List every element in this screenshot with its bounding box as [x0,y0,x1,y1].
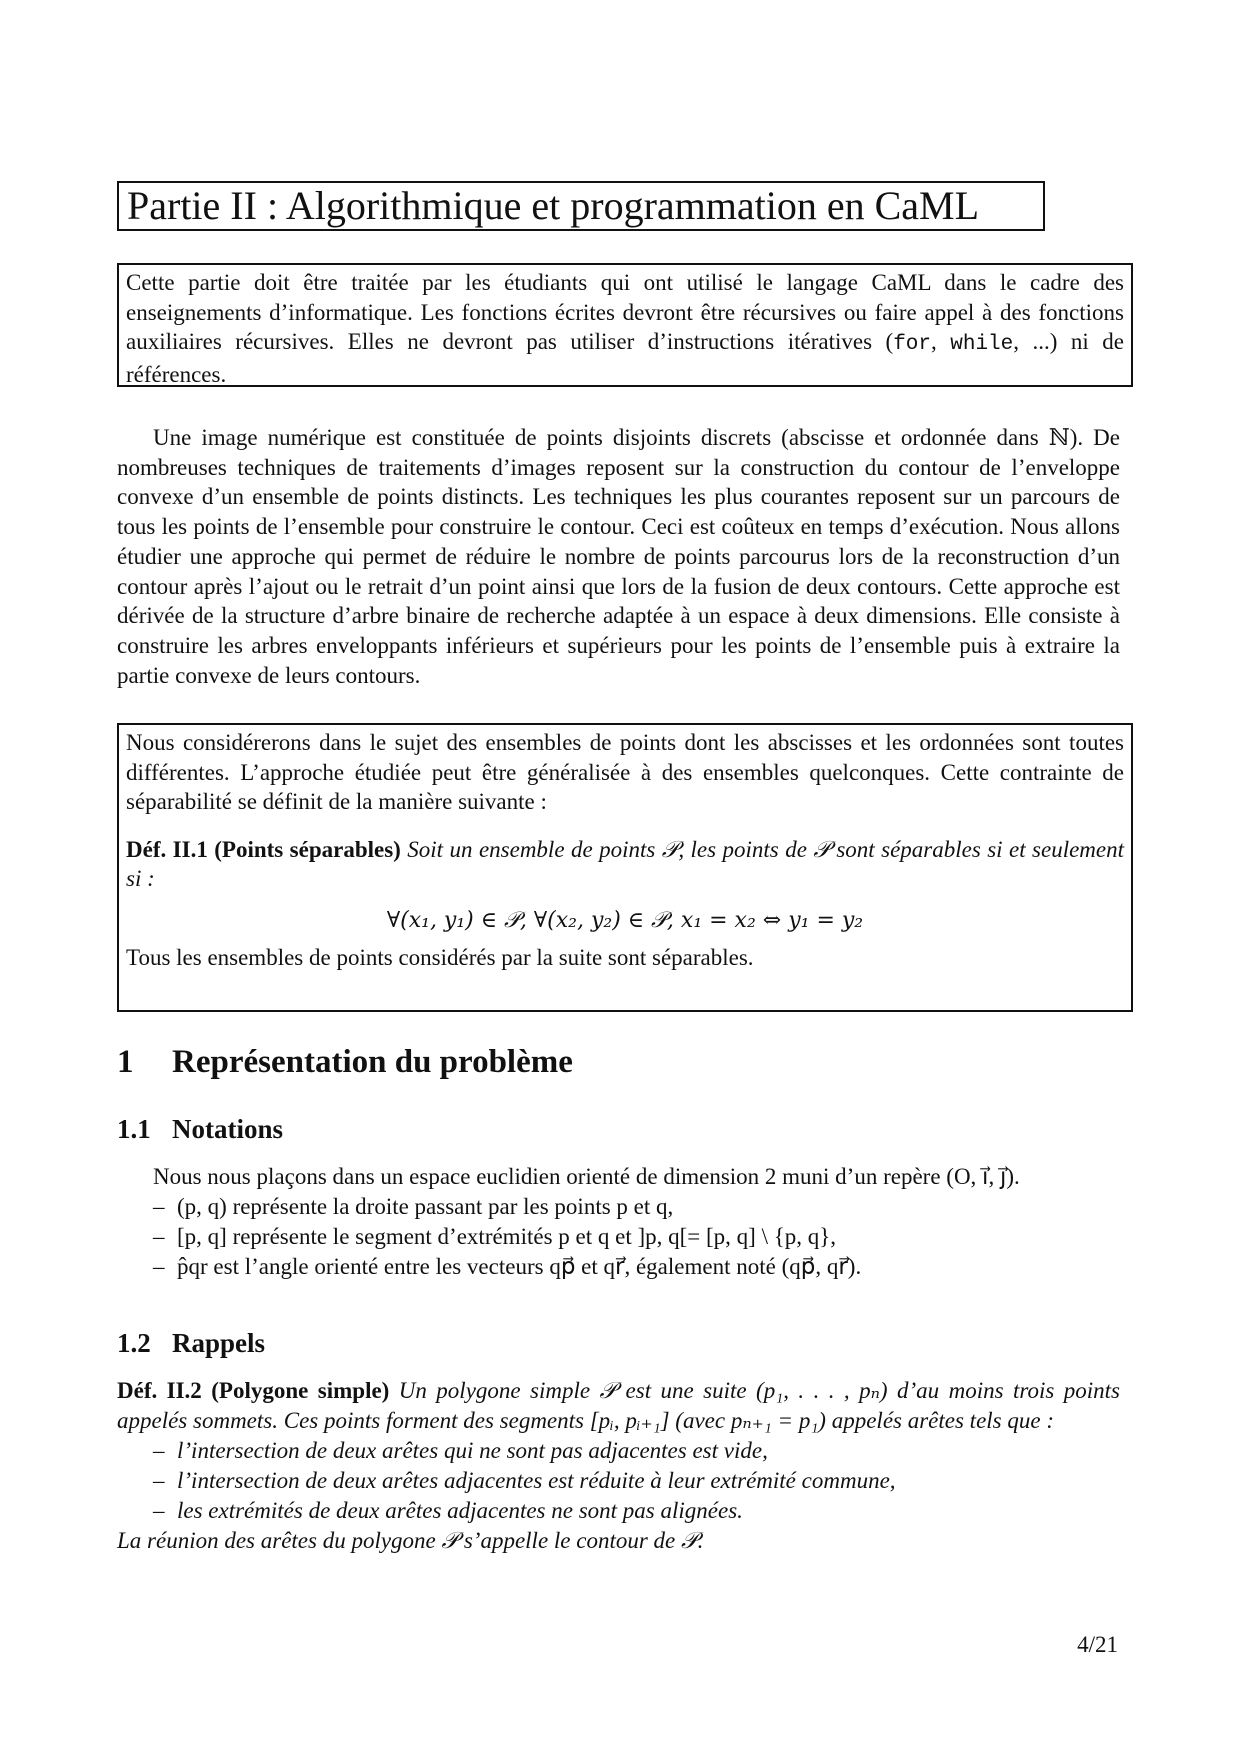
code-while: while [950,333,1014,356]
section-1-1-title: Notations [172,1114,284,1144]
list-item: – l’intersection de deux arêtes qui ne sont pas adjacentes est vide, [153,1438,768,1463]
list-item: – [p, q] représente le segment d’extrémités p et q et ]p, q[= [p, q] \ {p, q}, [153,1224,837,1249]
section-1-1-heading [117,1114,283,1145]
separability-closing: Tous les ensembles de points considérés par la suite sont séparables. [126,945,754,970]
section-1-number: 1 [117,1044,134,1080]
definition-ii-2 [117,1376,1120,1556]
section-1-heading [117,1044,573,1081]
definition-ii-2-text: Un polygone simple 𝒫 est une suite (p₁, . . . , pₙ) d’au moins trois points appelés sommets. Ces points forment des segments [pᵢ, pᵢ₊₁] (avec pₙ₊₁ = p₁) appelés arêtes tels que : [117,1378,1120,1433]
definition-ii-2-label: Déf. II.2 (Polygone simple) [117,1378,390,1403]
separability-formula: ∀(x₁, y₁) ∈ 𝒫, ∀(x₂, y₂) ∈ 𝒫, x₁ = x₂ ⇔ y₁ = y₂ [386,907,864,933]
instructions-box [117,263,1133,387]
instructions-sep: , [931,329,951,354]
definition-ii-1 [126,835,1124,894]
page-number: 4/21 [1077,1632,1118,1657]
definition-ii-2-closing: La réunion des arêtes du polygone 𝒫 s’appelle le contour de 𝒫. [117,1528,704,1553]
list-item: – p̂qr est l’angle orienté entre les vecteurs qp⃗ et qr⃗, également noté (qp⃗, qr⃗). [153,1254,862,1279]
definition-ii-2-statement [117,1376,1120,1436]
notations-list [117,1192,1127,1282]
part-title: Partie II : Algorithmique et programmation en CaML [117,181,1045,231]
separability-paragraph: Nous considérerons dans le sujet des ensembles de points dont les abscisses et les ordonnées sont toutes différentes. L’approche étudiée peut être généralisée à des ensembles quelconques. Cette contrainte de séparabilité se définit de la manière suivante : [126,730,1124,814]
section-1-2-heading [117,1328,265,1359]
section-1-2-number: 1.2 [117,1328,151,1358]
definition-ii-1-label: Déf. II.1 (Points séparables) [126,836,401,862]
notations-lead: Nous nous plaçons dans un espace euclidien orienté de dimension 2 muni d’un repère (O, i⃗, j⃗). [153,1164,1020,1189]
definition-ii-1-text: Soit un ensemble de points 𝒫, les points de 𝒫 sont séparables si et seulement si : [126,836,1125,891]
section-1-title: Représentation du problème [172,1044,573,1080]
definition-ii-2-list [117,1436,1120,1526]
list-item: – l’intersection de deux arêtes adjacentes est réduite à leur extrémité commune, [153,1468,896,1493]
instructions-text-a: Cette partie doit être traitée par les étudiants qui ont utilisé le langage CaML dans le cadre des enseignements d’informatique. Les fonctions écrites devront être récursives ou faire appel à des fonctions auxiliaires récursives. Elles ne devront pas utiliser d’instructions itératives ( [126,270,1124,354]
list-item: – les extrémités de deux arêtes adjacentes ne sont pas alignées. [153,1498,743,1523]
list-item: – (p, q) représente la droite passant par les points p et q, [153,1194,674,1219]
separability-box [117,723,1133,1012]
section-1-2-title: Rappels [172,1328,266,1358]
instructions-text-b: , ...) ni de références. [126,329,1125,387]
intro-text: Une image numérique est constituée de points disjoints discrets (abscisse et ordonnée dans ℕ). De nombreuses techniques de traitements d’images reposent sur la construction du contour de l’enveloppe convexe d’un ensemble de points distincts. Les techniques les plus courantes reposent sur un parcours de tous les points de l’ensemble pour construire le contour. Ceci est coûteux en temps d’exécution. Nous allons étudier une approche qui permet de réduire le nombre de points parcourus lors de la reconstruction d’un contour après l’ajout ou le retrait d’un point ainsi que lors de la fusion de deux contours. Cette approche est dérivée de la structure d’arbre binaire de recherche adaptée à un espace à deux dimensions. Elle consiste à construire les arbres enveloppants inférieurs et supérieurs pour les points de l’ensemble puis à extraire la partie convexe de leurs contours. [117,425,1120,688]
notations-block [117,1162,1127,1282]
code-for: for [893,333,931,356]
intro-paragraph [117,423,1120,690]
section-1-1-number: 1.1 [117,1114,151,1144]
